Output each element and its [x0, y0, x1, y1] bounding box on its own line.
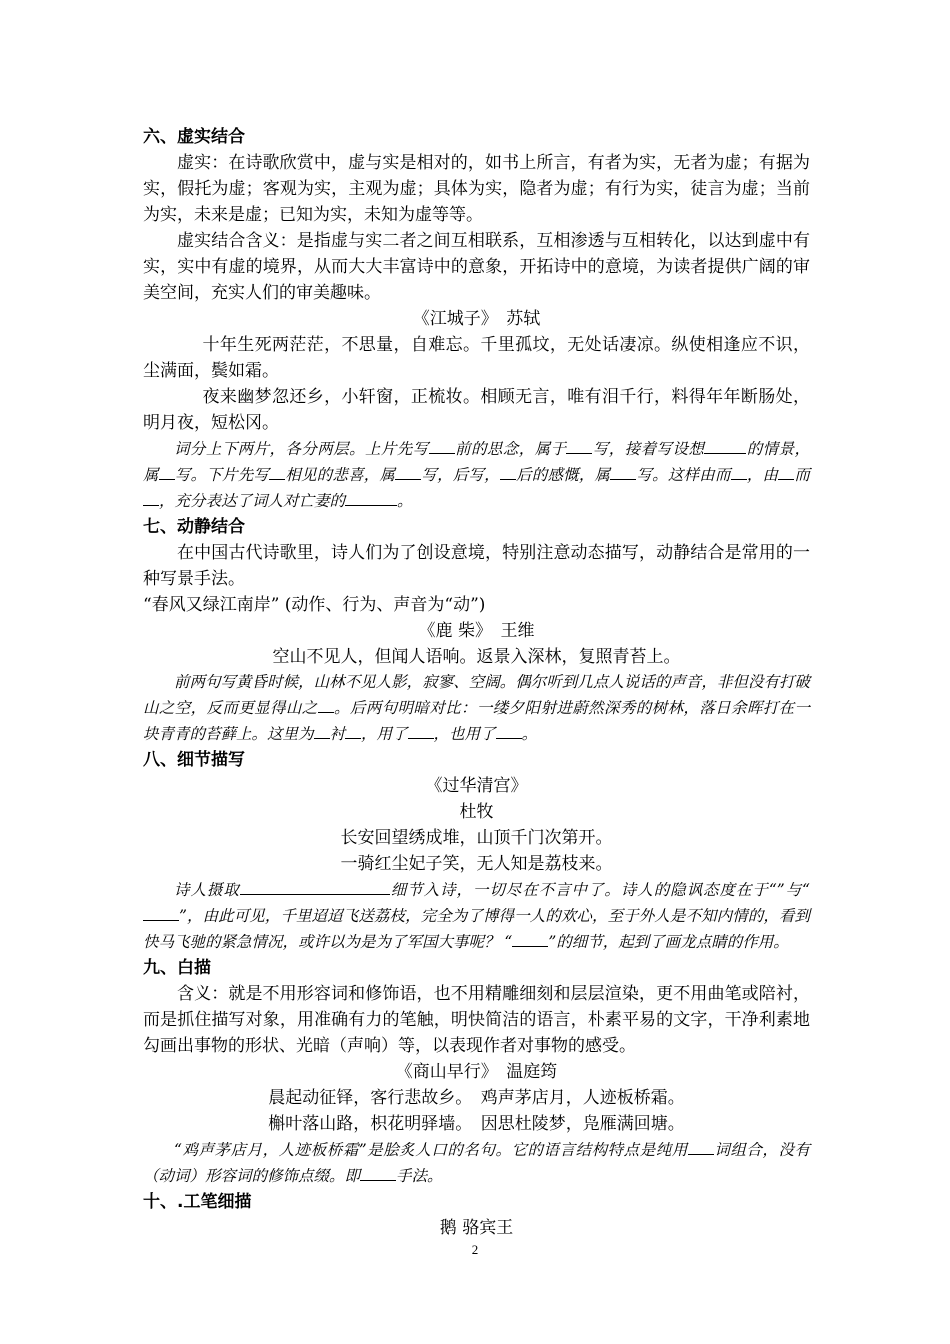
exercise-8: 诗人摄取 细节入诗，一切尽在不言中了。诗人的隐讽态度在于“”与“”，由此可见，千里迢迢飞送荔枝，完全为了博得一人的欢心，至于外人是不知内情的，看到快马飞驰的紧急情况，或许以为是为了军国大事呢？ “ ”的细节，起到了画龙点睛的作用。 [143, 877, 810, 955]
exercise-7: 前两句写黄昏时候，山林不见人影，寂寥、空阔。偶尔听到几点人说话的声音，非但没有打破山之空，反而更显得山之 。后两句明暗对比：一缕夕阳射进蔚然深秀的树林，落日余晖打在一块青青的苔藓上。这里为 衬 ，用了 ，也用了 。 [143, 673, 810, 743]
blank [345, 488, 397, 506]
blank [778, 462, 794, 480]
blank [720, 436, 746, 454]
poem-stanza-1: 十年生死两茫茫，不思量，自难忘。千里孤坟，无处话凄凉。纵使相逢应不识，尘满面，鬓如霜。 [143, 335, 810, 381]
poem-luchai: 空山不见人，但闻人语响。返景入深林，复照青苔上。 [272, 647, 681, 667]
blank [159, 462, 175, 480]
poem-line-2: 一骑红尘妃子笑，无人知是荔枝来。 [340, 854, 613, 874]
poem-title-e: 鹅 骆宾王 [439, 1218, 514, 1238]
blank [496, 721, 522, 739]
blank [512, 929, 548, 947]
section-heading-8: 八、细节描写 [143, 750, 245, 770]
blank [345, 721, 361, 739]
blank [566, 436, 592, 454]
poem-line-1: 晨起动征铎，客行悲故乡。 鸡声茅店月，人迹板桥霜。 [268, 1088, 685, 1108]
section-heading-6: 六、虚实结合 [143, 127, 245, 147]
poem-line-2: 槲叶落山路，枳花明驿墙。 因思杜陵梦，凫雁满回塘。 [268, 1114, 685, 1134]
blank [318, 695, 334, 713]
document-page [143, 124, 810, 1241]
page-number: 2 [471, 1242, 479, 1257]
blank [408, 721, 434, 739]
poem-title-luchai: 《鹿 柴》 王维 [418, 621, 535, 641]
poem-line-1: 长安回望绣成堆，山顶千门次第开。 [340, 828, 613, 848]
example-line: “春风又绿江南岸” (动作、行为、声音为“动”) [143, 595, 486, 615]
blank [143, 488, 159, 506]
blank [314, 721, 330, 739]
poem-title-shangshan: 《商山早行》 温庭筠 [395, 1062, 558, 1082]
paragraph-xushi-definition: 虚实：在诗歌欣赏中，虚与实是相对的，如书上所言，有者为实，无者为虚；有据为实，假托为虚；客观为实，主观为虚；具体为实，隐者为虚；有行为实，徒言为虚；当前为实，未来是虚；已知为实，未知为虚等等。 [143, 153, 810, 225]
poem-stanza-2: 夜来幽梦忽还乡，小轩窗，正梳妆。相顾无言，唯有泪千行，料得年年断肠处，明月夜，短松冈。 [143, 387, 810, 433]
poem-title-jiangchengzi: 《江城子》 苏轼 [412, 309, 541, 329]
blank [704, 436, 720, 454]
blank [429, 436, 455, 454]
blank [143, 903, 179, 921]
exercise-6: 词分上下两片，各分两层。上片先写 前的思念，属于 写，接着写设想 的情景，属 写。下片先写 相见的悲喜，属 写，后写， 后的感慨，属 写。这样由而 ，由 而，充分表达了词人对亡妻的 。 [143, 436, 810, 514]
blank [360, 1163, 396, 1181]
blank [240, 877, 390, 895]
blank [610, 462, 636, 480]
paragraph-dongjing: 在中国古代诗歌里，诗人们为了创设意境，特别注意动态描写，动静结合是常用的一种写景手法。 [143, 543, 810, 589]
section-heading-7: 七、动静结合 [143, 517, 245, 537]
blank [395, 462, 421, 480]
exercise-9: “鸡声茅店月，人迹板桥霜”是脍炙人口的名句。它的语言结构特点是纯用 词组合，没有（动词）形容词的修饰点缀。即 手法。 [143, 1137, 810, 1189]
section-heading-10: 十、.工笔细描 [143, 1192, 252, 1212]
poem-author: 杜牧 [459, 802, 494, 822]
poem-title-huaqinggong: 《过华清宫》 [425, 776, 528, 796]
blank [688, 1137, 714, 1155]
paragraph-baimiao: 含义：就是不用形容词和修饰语，也不用精雕细刻和层层渲染，更不用曲笔或陪衬，而是抓住描写对象，用准确有力的笔触，明快简洁的语言，朴素平易的文字，干净利素地勾画出事物的形状、光暗（声响）等，以表现作者对事物的感受。 [143, 984, 810, 1056]
blank [500, 462, 516, 480]
blank [269, 462, 285, 480]
paragraph-xushi-meaning: 虚实结合含义：是指虚与实二者之间互相联系，互相渗透与互相转化，以达到虚中有实，实中有虚的境界，从而大大丰富诗中的意象，开拓诗中的意境，为读者提供广阔的审美空间，充实人们的审美趣味。 [143, 231, 810, 303]
blank [731, 462, 747, 480]
section-heading-9: 九、白描 [143, 958, 211, 978]
